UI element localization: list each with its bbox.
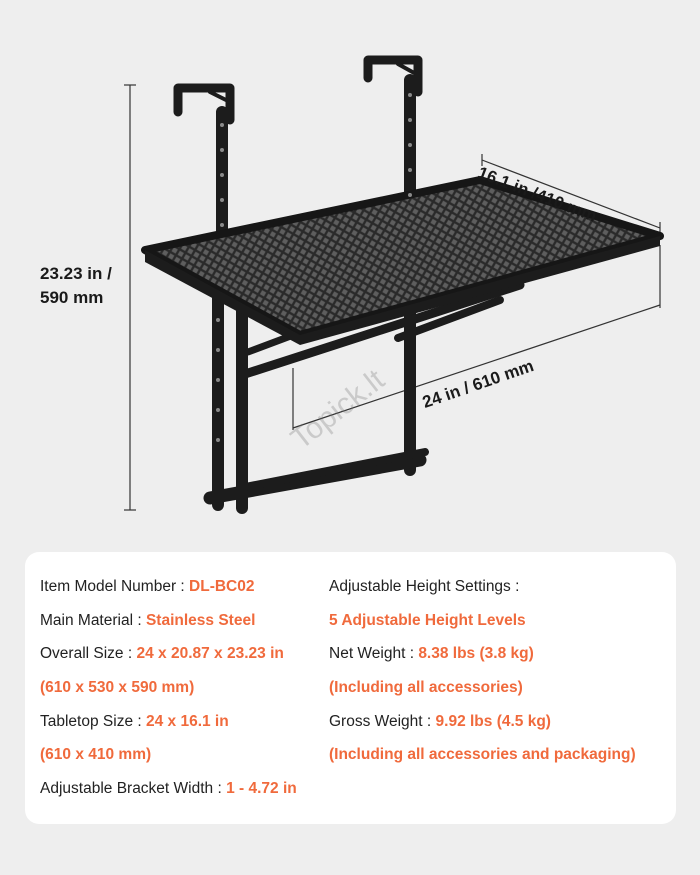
spec-value: (Including all accessories) bbox=[329, 679, 523, 697]
spec-value: 24 x 20.87 x 23.23 in bbox=[136, 645, 284, 663]
spec-line bbox=[40, 738, 297, 772]
spec-line bbox=[40, 570, 297, 604]
spec-label: Adjustable Height Settings : bbox=[329, 578, 520, 595]
height-dimension-line-2: 590 mm bbox=[40, 288, 104, 307]
spec-line bbox=[40, 772, 297, 806]
spec-label: Tabletop Size : bbox=[40, 712, 146, 730]
spec-label: Net Weight : bbox=[329, 645, 419, 663]
watermark-text: Topick.lt bbox=[285, 363, 391, 457]
spec-value: (610 x 530 x 590 mm) bbox=[40, 679, 195, 697]
spec-line bbox=[329, 738, 636, 772]
spec-value: 24 x 16.1 in bbox=[145, 712, 229, 730]
spec-line bbox=[40, 604, 297, 638]
spec-line bbox=[329, 705, 636, 739]
spec-line bbox=[329, 604, 636, 638]
spec-line bbox=[329, 637, 636, 671]
spec-label: Item Model Number : bbox=[40, 578, 190, 595]
spec-line bbox=[329, 671, 636, 705]
width-dimension-label: 24 in / 610 mm bbox=[420, 356, 537, 412]
spec-value: 9.92 lbs (4.5 kg) bbox=[435, 712, 551, 730]
spec-value: (Including all accessories and packaging) bbox=[329, 746, 636, 764]
height-dimension-line-1: 23.23 in / bbox=[40, 264, 112, 283]
spec-column-right bbox=[329, 570, 636, 772]
spec-line bbox=[40, 671, 297, 705]
spec-label: Adjustable Bracket Width : bbox=[40, 780, 227, 798]
spec-label: Overall Size : bbox=[40, 645, 137, 663]
specifications-card bbox=[25, 552, 676, 824]
spec-line bbox=[40, 705, 297, 739]
spec-column-left bbox=[40, 570, 297, 806]
spec-line bbox=[40, 637, 297, 671]
depth-dimension-label: 16.1 in /410 mm bbox=[475, 163, 600, 226]
spec-line bbox=[329, 570, 636, 604]
spec-value: (610 x 410 mm) bbox=[40, 746, 152, 764]
spec-value: 1 - 4.72 in bbox=[226, 780, 297, 798]
spec-value: 8.38 lbs (3.8 kg) bbox=[418, 645, 534, 663]
height-dimension-label bbox=[40, 262, 112, 310]
spec-label: Main Material : bbox=[40, 611, 146, 629]
spec-value: DL-BC02 bbox=[189, 578, 255, 595]
spec-value: 5 Adjustable Height Levels bbox=[329, 611, 526, 629]
spec-value: Stainless Steel bbox=[145, 611, 256, 629]
spec-label: Gross Weight : bbox=[329, 712, 436, 730]
